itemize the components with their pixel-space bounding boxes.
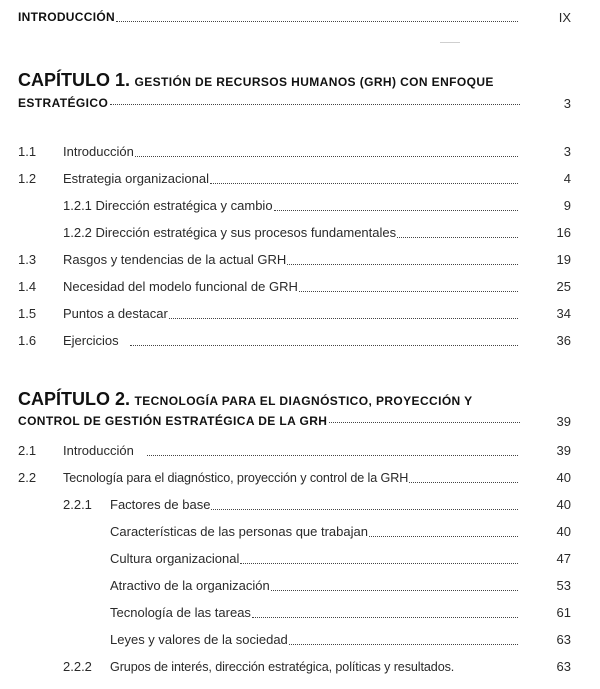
dot-leader <box>397 236 518 238</box>
entry-title: Atractivo de la organización <box>110 578 270 593</box>
chapter1-heading <box>18 70 494 91</box>
toc-entry <box>110 524 520 539</box>
chapter1-title-line2: ESTRATÉGICO <box>18 96 109 110</box>
toc-entry <box>110 578 520 593</box>
entry-page: 9 <box>563 198 571 213</box>
entry-number: 1.4 <box>18 279 37 294</box>
entry-title: Tecnología de las tareas <box>110 605 251 620</box>
toc-intro-page: IX <box>558 10 571 25</box>
chapter2-title-line1: TECNOLOGÍA PARA EL DIAGNÓSTICO, PROYECCIÓN Y <box>134 394 473 408</box>
entry-title: Puntos a destacar <box>63 306 168 321</box>
dot-leader <box>169 317 518 319</box>
toc-entry <box>110 551 520 566</box>
toc-entry <box>18 443 520 458</box>
entry-title: Cultura organizacional <box>110 551 240 566</box>
dot-leader <box>287 263 518 265</box>
entry-title: Necesidad del modelo funcional de GRH <box>63 279 298 294</box>
entry-page: 34 <box>556 306 571 321</box>
chapter2-title-line2: CONTROL DE GESTIÓN ESTRATÉGICA DE LA GRH <box>18 414 328 428</box>
toc-entry <box>63 659 520 674</box>
dot-leader <box>135 155 518 157</box>
entry-title: Estrategia organizacional <box>63 171 209 186</box>
chapter1-title-line1: GESTIÓN DE RECURSOS HUMANOS (GRH) CON ENFOQUE <box>134 75 494 89</box>
entry-page: 63 <box>556 632 571 647</box>
dot-leader <box>329 421 520 423</box>
dot-leader <box>110 103 520 105</box>
entry-number: 1.2 <box>18 171 37 186</box>
entry-number: 1.6 <box>18 333 37 348</box>
entry-title: Características de las personas que trabajan <box>110 524 368 539</box>
entry-number: 2.2 <box>18 470 37 485</box>
entry-title: 1.2.1 Dirección estratégica y cambio <box>63 198 273 213</box>
dot-leader <box>271 589 518 591</box>
dot-leader <box>210 182 518 184</box>
entry-page: 25 <box>556 279 571 294</box>
entry-title: Factores de base <box>110 497 211 512</box>
entry-number: 1.1 <box>18 144 37 159</box>
dot-leader <box>299 290 518 292</box>
toc-entry <box>63 225 520 240</box>
chapter2-number: CAPÍTULO 2. <box>18 389 131 409</box>
toc-intro-row <box>18 10 520 24</box>
dot-leader <box>409 481 518 483</box>
entry-page: 63 <box>556 659 571 674</box>
chapter2-heading <box>18 389 473 410</box>
toc-entry <box>18 144 520 159</box>
entry-page: 61 <box>556 605 571 620</box>
toc-entry <box>18 306 520 321</box>
entry-page: 36 <box>556 333 571 348</box>
chapter2-page: 39 <box>556 414 571 429</box>
toc-entry <box>18 252 520 267</box>
entry-number: 2.2.2 <box>63 659 92 674</box>
entry-page: 39 <box>556 443 571 458</box>
entry-title: Tecnología para el diagnóstico, proyección y control de la GRH <box>63 471 409 485</box>
entry-page: 40 <box>556 470 571 485</box>
entry-page: 47 <box>556 551 571 566</box>
toc-entry <box>110 632 520 647</box>
dot-leader <box>274 209 518 211</box>
entry-title: Grupos de interés, dirección estratégica, políticas y resultados. <box>110 660 455 674</box>
dot-leader <box>211 508 518 510</box>
scan-mark <box>440 42 460 43</box>
toc-entry <box>63 497 520 512</box>
entry-page: 40 <box>556 497 571 512</box>
entry-title: Introducción <box>63 443 134 458</box>
chapter1-heading-line2 <box>18 96 520 110</box>
entry-number: 1.5 <box>18 306 37 321</box>
chapter2-heading-line2 <box>18 414 520 428</box>
dot-leader <box>130 344 518 346</box>
entry-page: 40 <box>556 524 571 539</box>
entry-title: 1.2.2 Dirección estratégica y sus procesos fundamentales <box>63 225 397 240</box>
entry-page: 3 <box>563 144 571 159</box>
dot-leader <box>252 616 518 618</box>
dot-leader <box>116 20 518 22</box>
toc-entry <box>18 279 520 294</box>
toc-entry <box>18 470 520 485</box>
entry-number: 1.3 <box>18 252 37 267</box>
toc-intro-title: INTRODUCCIÓN <box>18 10 115 24</box>
entry-page: 19 <box>556 252 571 267</box>
entry-page: 16 <box>556 225 571 240</box>
entry-number: 2.1 <box>18 443 37 458</box>
dot-leader <box>240 562 518 564</box>
entry-page: 53 <box>556 578 571 593</box>
toc-entry <box>18 171 520 186</box>
dot-leader <box>147 454 518 456</box>
toc-entry <box>110 605 520 620</box>
chapter1-page: 3 <box>563 96 571 111</box>
entry-number: 2.2.1 <box>63 497 92 512</box>
dot-leader <box>289 643 518 645</box>
entry-title: Introducción <box>63 144 134 159</box>
entry-title: Ejercicios <box>63 333 119 348</box>
entry-title: Leyes y valores de la sociedad <box>110 632 288 647</box>
toc-entry <box>18 333 520 348</box>
toc-entry <box>63 198 520 213</box>
entry-title: Rasgos y tendencias de la actual GRH <box>63 252 287 267</box>
chapter1-number: CAPÍTULO 1. <box>18 70 131 90</box>
dot-leader <box>369 535 518 537</box>
entry-page: 4 <box>563 171 571 186</box>
